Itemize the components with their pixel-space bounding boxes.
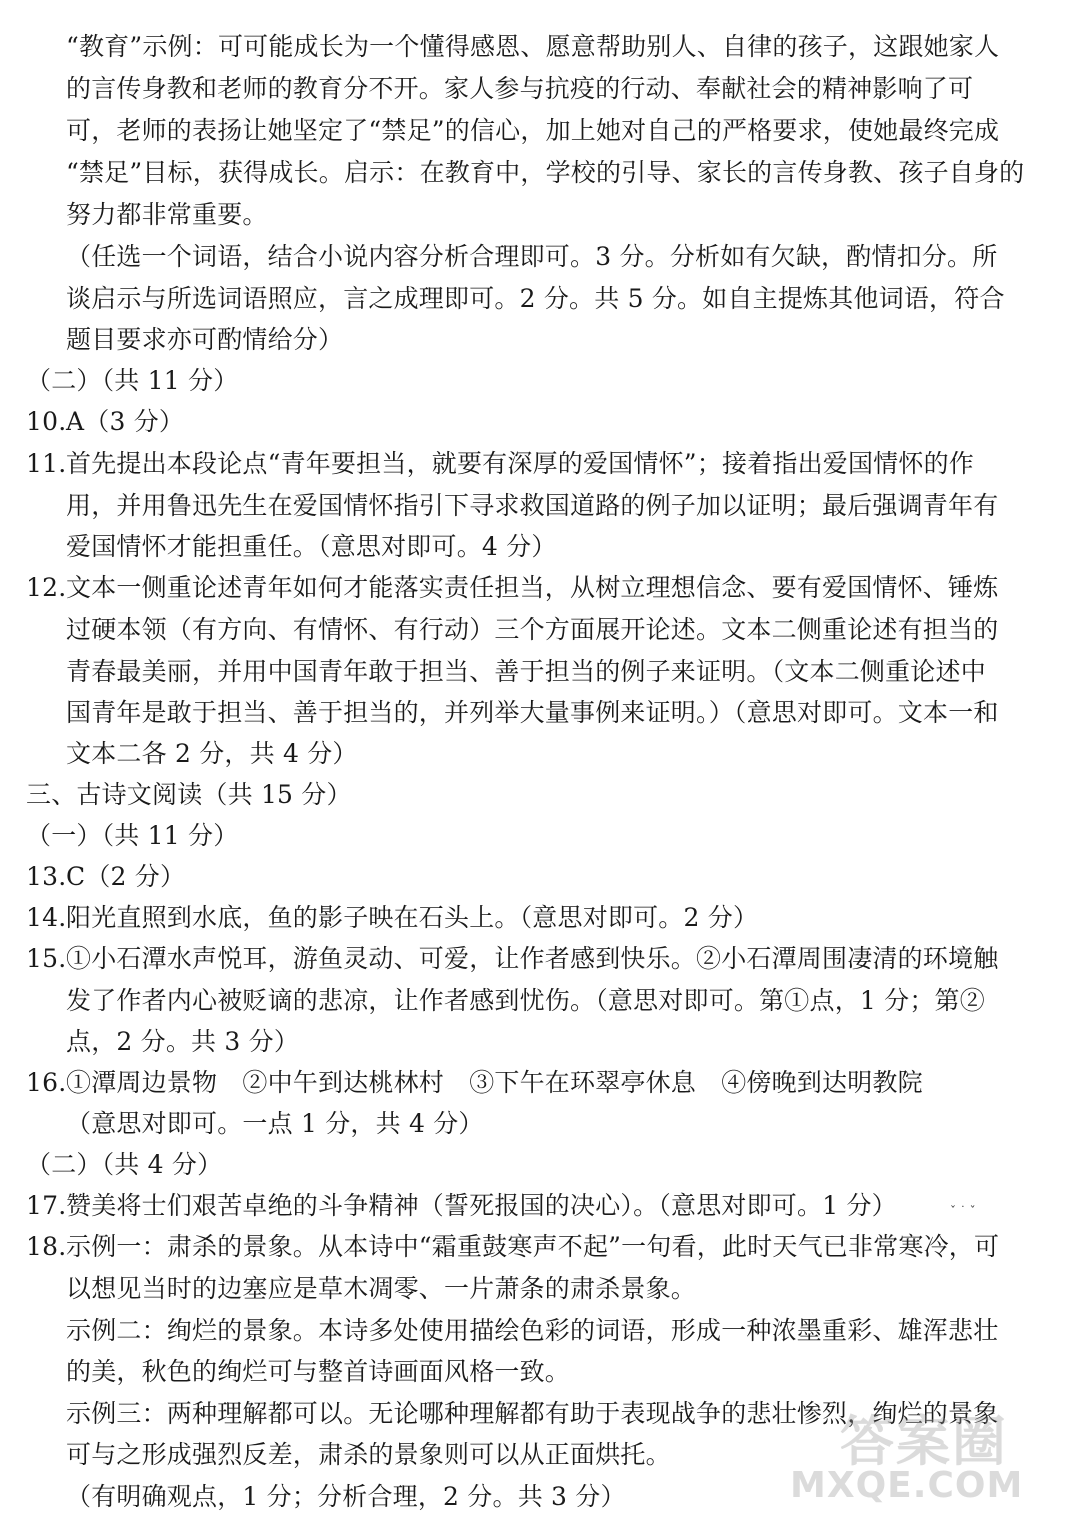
text-line: 的言传身教和老师的教育分不开。家人参与抗疫的行动、奉献社会的精神影响了可	[66, 74, 974, 103]
watermark-url: MXQE.COM	[790, 1465, 1024, 1506]
answer-text: 文本一侧重论述青年如何才能落实责任担当，从树立理想信念、要有爱国情怀、锤炼	[66, 573, 999, 602]
answer-text: C（2 分）	[66, 862, 186, 891]
scoring-note: （任选一个词语，结合小说内容分析合理即可。3 分。分析如有欠缺，酌情扣分。所	[66, 242, 998, 271]
answer-text: 用，并用鲁迅先生在爱国情怀指引下寻求救国道路的例子加以证明；最后强调青年有	[66, 491, 999, 520]
scoring-note: 谈启示与所选词语照应，言之成理即可。2 分。共 5 分。如自主提炼其他词语，符合	[66, 284, 1005, 313]
watermark-logo: 答案圈	[840, 1410, 1008, 1473]
answer-text: A（3 分）	[66, 407, 185, 436]
answer-text: 文本二各 2 分，共 4 分）	[66, 739, 358, 768]
answer-text: ①潭周边景物 ②中午到达桃林村 ③下午在环翠亭休息 ④傍晚到达明教院	[66, 1068, 923, 1097]
answer-text: 示例三：两种理解都可以。无论哪种理解都有助于表现战争的悲壮惨烈，绚烂的景象	[66, 1399, 999, 1428]
question-number: 10.	[26, 407, 67, 436]
question-number: 18.	[26, 1232, 67, 1261]
question-number: 11.	[26, 449, 67, 478]
text-line: “禁足”目标，获得成长。启示：在教育中，学校的引导、家长的言传身教、孩子自身的	[66, 158, 1025, 187]
section-heading: 三、古诗文阅读（共 15 分）	[26, 780, 352, 809]
answer-text: 发了作者内心被贬谪的悲凉，让作者感到忧伤。（意思对即可。第①点，1 分；第②	[66, 986, 985, 1015]
answer-text: 点，2 分。共 3 分）	[66, 1027, 300, 1056]
answer-text: 青春最美丽，并用中国青年敢于担当、善于担当的例子来证明。（文本二侧重论述中	[66, 657, 986, 686]
answer-text: 以想见当时的边塞应是草木凋零、一片萧条的肃杀景象。	[66, 1274, 697, 1303]
scan-specks: ˇ ˙ ˇ	[950, 1204, 976, 1218]
question-number: 16.	[26, 1068, 67, 1097]
section-heading: （二）（共 11 分）	[26, 366, 239, 395]
text-line: 可，老师的表扬让她坚定了“禁足”的信心，加上她对自己的严格要求，使她最终完成	[66, 116, 1000, 145]
answer-text: 可与之形成强烈反差，肃杀的景象则可以从正面烘托。	[66, 1440, 671, 1469]
answer-text: （意思对即可。一点 1 分，共 4 分）	[66, 1109, 484, 1138]
answer-text: 赞美将士们艰苦卓绝的斗争精神（誓死报国的决心）。（意思对即可。1 分）	[66, 1191, 897, 1220]
answer-text: 示例二：绚烂的景象。本诗多处使用描绘色彩的词语，形成一种浓墨重彩、雄浑悲壮	[66, 1316, 999, 1345]
answer-text: 首先提出本段论点“青年要担当，就要有深厚的爱国情怀”；接着指出爱国情怀的作	[66, 449, 974, 478]
answer-text: 阳光直照到水底，鱼的影子映在石头上。（意思对即可。2 分）	[66, 903, 759, 932]
site-watermark	[760, 1399, 1060, 1509]
answer-text: 国青年是敢于担当、善于担当的，并列举大量事例来证明。）（意思对即可。文本一和	[66, 698, 999, 727]
answer-text: 过硬本领（有方向、有情怀、有行动）三个方面展开论述。文本二侧重论述有担当的	[66, 615, 999, 644]
question-number: 12.	[26, 573, 67, 602]
text-line: “教育”示例：可可能成长为一个懂得感恩、愿意帮助别人、自律的孩子，这跟她家人	[66, 32, 1000, 61]
answer-text: 爱国情怀才能担重任。（意思对即可。4 分）	[66, 532, 557, 561]
section-heading: （二）（共 4 分）	[26, 1150, 223, 1179]
scoring-note: （有明确观点，1 分；分析合理，2 分。共 3 分）	[66, 1482, 626, 1511]
scoring-note: 题目要求亦可酌情给分）	[66, 325, 344, 354]
answer-text: ①小石潭水声悦耳，游鱼灵动、可爱，让作者感到快乐。②小石潭周围凄清的环境触	[66, 944, 999, 973]
section-heading: （一）（共 11 分）	[26, 821, 239, 850]
question-number: 15.	[26, 944, 67, 973]
text-line: 努力都非常重要。	[66, 200, 268, 229]
question-number: 17.	[26, 1191, 67, 1220]
answer-text: 示例一：肃杀的景象。从本诗中“霜重鼓寒声不起”一句看，此时天气已非常寒冷，可	[66, 1232, 1000, 1261]
question-number: 13.	[26, 862, 67, 891]
question-number: 14.	[26, 903, 67, 932]
answer-text: 的美，秋色的绚烂可与整首诗画面风格一致。	[66, 1357, 571, 1386]
